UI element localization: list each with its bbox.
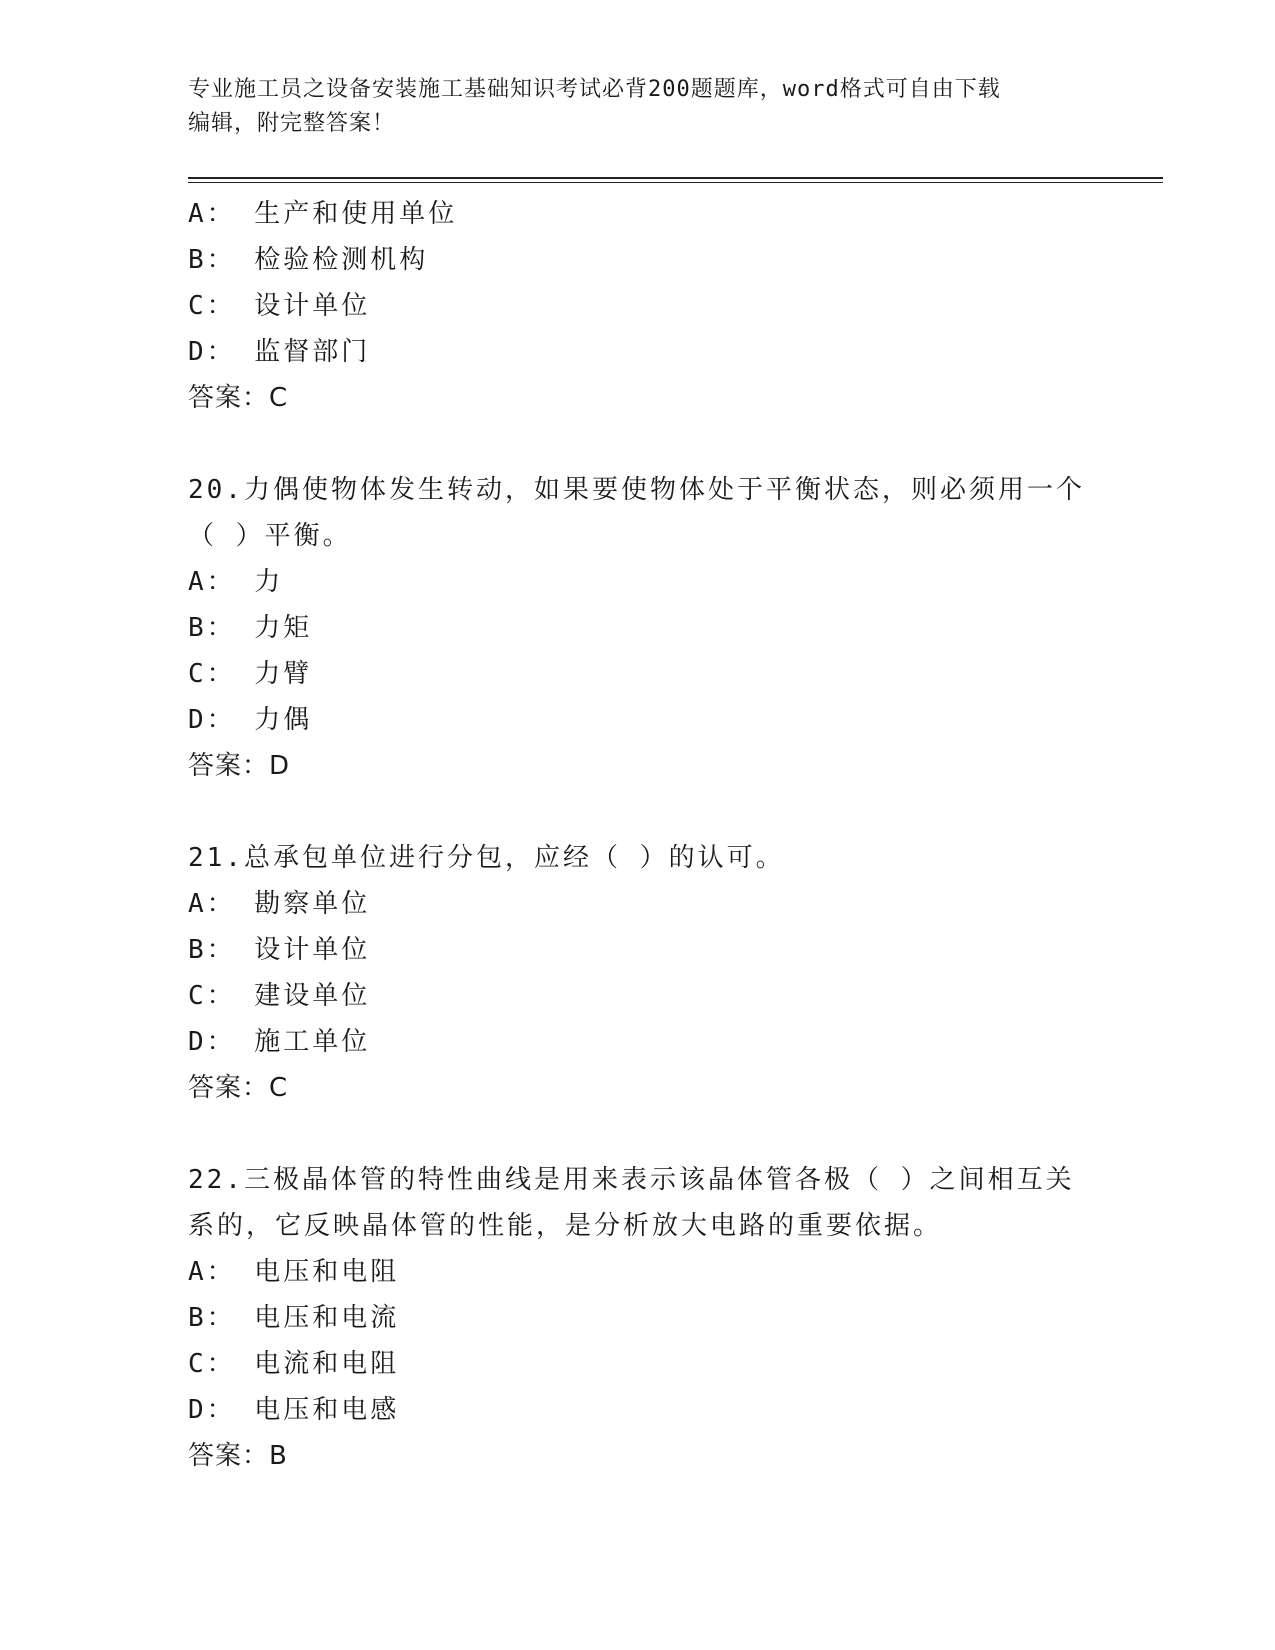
option-b: B： 检验检测机构: [188, 245, 429, 275]
option-a: A： 勘察单位: [188, 889, 371, 919]
header-divider-thick: [188, 177, 1163, 179]
header-line-1: 专业施工员之设备安装施工基础知识考试必背200题题库，word格式可自由下载: [188, 77, 1001, 102]
option-a: A： 力: [188, 567, 284, 597]
question-stem-line-1: 20.力偶使物体发生转动，如果要使物体处于平衡状态，则必须用一个: [188, 475, 1085, 505]
question-22: [188, 1157, 1118, 1479]
question-list: [188, 191, 1118, 1479]
header-divider-thin: [188, 182, 1163, 183]
question-20: [188, 467, 1118, 789]
question-21: [188, 835, 1118, 1111]
option-d: D： 电压和电感: [188, 1395, 400, 1425]
option-c: C： 电流和电阻: [188, 1349, 400, 1379]
spacer: [188, 421, 1118, 467]
option-b: B： 设计单位: [188, 935, 371, 965]
question-stem-line-1: 21.总承包单位进行分包，应经（ ）的认可。: [188, 843, 785, 873]
option-d: D： 力偶: [188, 705, 313, 735]
option-c: C： 建设单位: [188, 981, 371, 1011]
answer-line: 答案：D: [188, 751, 291, 781]
question-stem-line-2: 系的，它反映晶体管的性能，是分析放大电路的重要依据。: [188, 1211, 943, 1241]
option-c: C： 设计单位: [188, 291, 371, 321]
question-stem-line-2: （ ）平衡。: [188, 521, 352, 551]
question-stem-line-1: 22.三极晶体管的特性曲线是用来表示该晶体管各极（ ）之间相互关: [188, 1165, 1075, 1195]
option-d: D： 监督部门: [188, 337, 371, 367]
option-c: C： 力臂: [188, 659, 313, 689]
answer-line: 答案：B: [188, 1441, 288, 1471]
spacer: [188, 789, 1118, 835]
option-b: B： 电压和电流: [188, 1303, 400, 1333]
answer-line: 答案：C: [188, 383, 289, 413]
question-19: [188, 191, 1118, 421]
option-a: A： 电压和电阻: [188, 1257, 400, 1287]
document-header: [188, 73, 1088, 141]
header-line-2: 编辑，附完整答案！: [188, 111, 396, 136]
option-a: A： 生产和使用单位: [188, 199, 458, 229]
spacer: [188, 1111, 1118, 1157]
answer-line: 答案：C: [188, 1073, 289, 1103]
option-d: D： 施工单位: [188, 1027, 371, 1057]
option-b: B： 力矩: [188, 613, 313, 643]
